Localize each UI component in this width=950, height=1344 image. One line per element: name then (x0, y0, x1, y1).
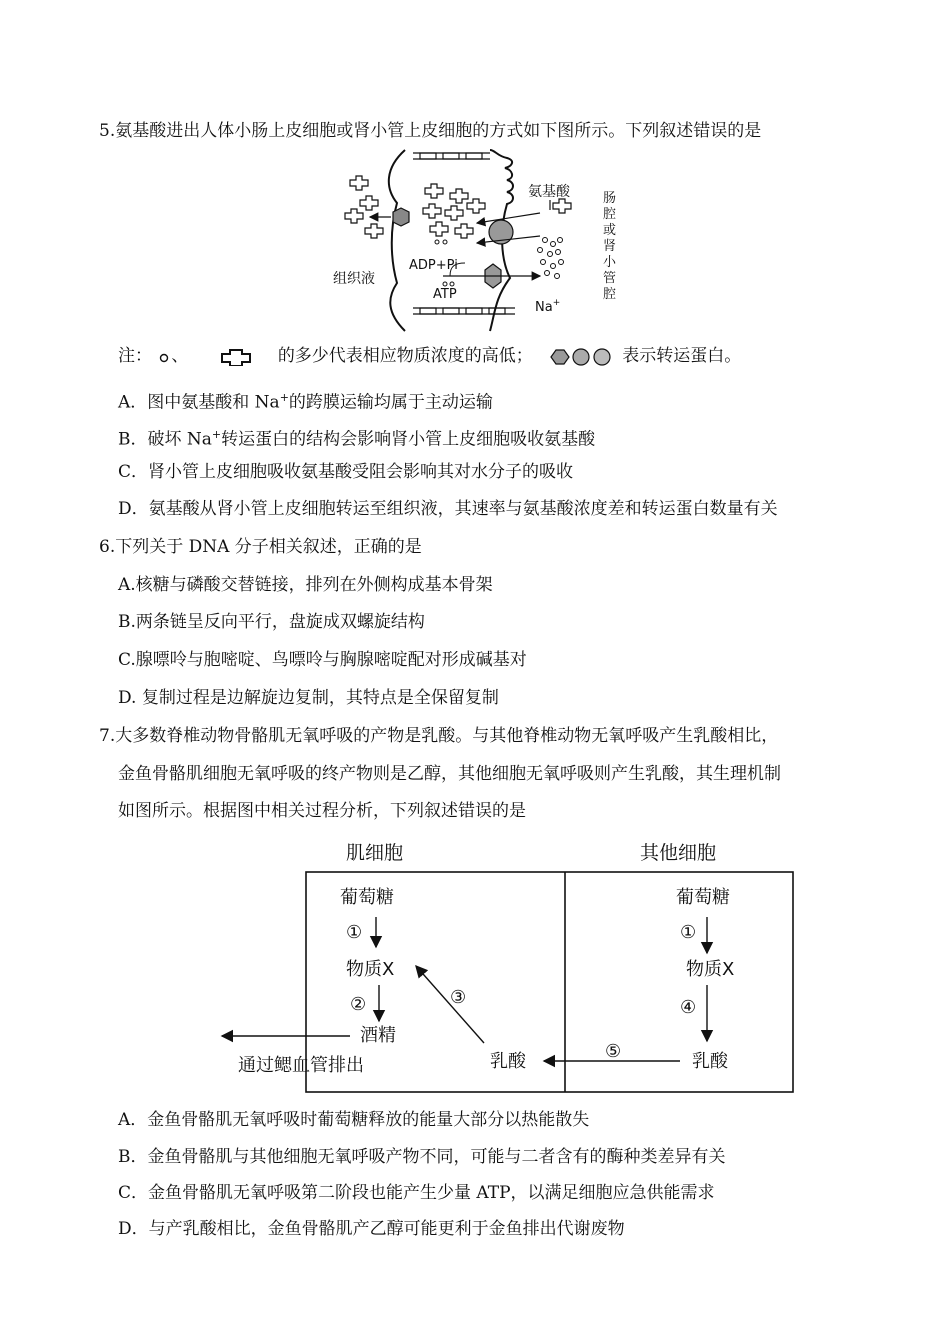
svg-text:小: 小 (603, 255, 617, 270)
cross-symbol-icon (216, 348, 256, 366)
q5-membrane-transport-figure (325, 148, 625, 333)
q6-option-b: B.两条链呈反向平行，盘旋成双螺旋结构 (118, 612, 425, 632)
step3-label: ③ (450, 987, 467, 1008)
svg-text:或: 或 (603, 223, 617, 238)
substance-x-right: 物质X (686, 959, 735, 980)
label-lumen (603, 191, 617, 302)
q5-note (118, 344, 741, 368)
q7-respiration-figure (210, 835, 810, 1097)
svg-text:肠: 肠 (603, 191, 617, 206)
q6-option-a: A.核糖与磷酸交替链接，排列在外侧构成基本骨架 (118, 575, 493, 595)
small-circle-icon (157, 350, 171, 364)
q5-option-d: D．氨基酸从肾小管上皮细胞转运至组织液，其速率与氨基酸浓度差和转运蛋白数量有关 (118, 499, 778, 519)
step1-left-label: ① (346, 922, 363, 943)
glucose-right: 葡萄糖 (676, 887, 730, 908)
step5-label: ⑤ (605, 1041, 622, 1062)
svg-text:腔: 腔 (603, 207, 617, 222)
substance-x-left: 物质X (346, 959, 395, 980)
label-tissue-fluid: 组织液 (333, 271, 375, 287)
label-atp: ATP (433, 287, 457, 302)
header-muscle-cell: 肌细胞 (346, 842, 404, 864)
note-separator: 、 (171, 346, 189, 366)
q7-option-b: B．金鱼骨骼肌与其他细胞无氧呼吸产物不同，可能与二者含有的酶种类差异有关 (118, 1147, 726, 1167)
label-na: Na+ (535, 298, 561, 315)
q7-stem-line3: 如图所示。根据图中相关过程分析，下列叙述错误的是 (118, 801, 526, 821)
q5-option-c: C．肾小管上皮细胞吸收氨基酸受阻会影响其对水分子的吸收 (118, 462, 574, 482)
q7-option-a: A．金鱼骨骼肌无氧呼吸时葡萄糖释放的能量大部分以热能散失 (118, 1110, 590, 1130)
basal-membrane (389, 150, 405, 331)
step1-right-label: ① (680, 922, 697, 943)
step4-label: ④ (680, 997, 697, 1018)
transporter-protein-icons (548, 347, 614, 367)
svg-text:腔: 腔 (603, 287, 617, 302)
q7-stem-line2: 金鱼骨骼肌细胞无氧呼吸的终产物则是乙醇，其他细胞无氧呼吸则产生乳酸，其生理机制 (118, 764, 781, 784)
q7-stem-line1: 7.大多数脊椎动物骨骼肌无氧呼吸的产物是乳酸。与其他脊椎动物无氧呼吸产生乳酸相比， (99, 726, 779, 746)
svg-text:管: 管 (603, 271, 617, 286)
lactate-left: 乳酸 (490, 1051, 526, 1072)
label-adp-pi: ADP+Pi (409, 258, 458, 273)
q5-option-b: B．破坏 Na+转运蛋白的结构会影响肾小管上皮细胞吸收氨基酸 (118, 428, 596, 450)
note-prefix: 注： (118, 346, 152, 366)
hexagon-transporter-icon (393, 208, 409, 226)
header-other-cells: 其他细胞 (640, 842, 717, 864)
step2-label: ② (350, 994, 367, 1015)
note-end: 表示转运蛋白。 (622, 346, 742, 366)
q5-option-a: A．图中氨基酸和 Na+的跨膜运输均属于主动运输 (118, 391, 493, 413)
lactate-right: 乳酸 (692, 1051, 728, 1072)
q5-stem: 5.氨基酸进出人体小肠上皮细胞或肾小管上皮细胞的方式如下图所示。下列叙述错误的是 (99, 121, 762, 141)
q6-stem: 6.下列关于 DNA 分子相关叙述，正确的是 (99, 537, 422, 557)
q6-option-c: C.腺嘌呤与胞嘧啶、鸟嘌呤与胸腺嘧啶配对形成碱基对 (118, 650, 527, 670)
q7-option-d: D．与产乳酸相比，金鱼骨骼肌产乙醇可能更利于金鱼排出代谢废物 (118, 1219, 625, 1239)
q7-option-c: C．金鱼骨骼肌无氧呼吸第二阶段也能产生少量 ATP，以满足细胞应急供能需求 (118, 1183, 715, 1203)
ethanol-label: 酒精 (360, 1025, 396, 1046)
junction-top (413, 153, 490, 159)
note-middle: 的多少代表相应物质浓度的高低； (277, 346, 533, 366)
label-amino-acid: 氨基酸 (528, 184, 570, 200)
excrete-label: 通过鳃血管排出 (238, 1055, 364, 1076)
glucose-left: 葡萄糖 (340, 887, 394, 908)
junction-bottom (413, 308, 515, 314)
svg-text:肾: 肾 (603, 239, 617, 254)
q6-option-d: D. 复制过程是边解旋边复制，其特点是全保留复制 (118, 688, 499, 708)
